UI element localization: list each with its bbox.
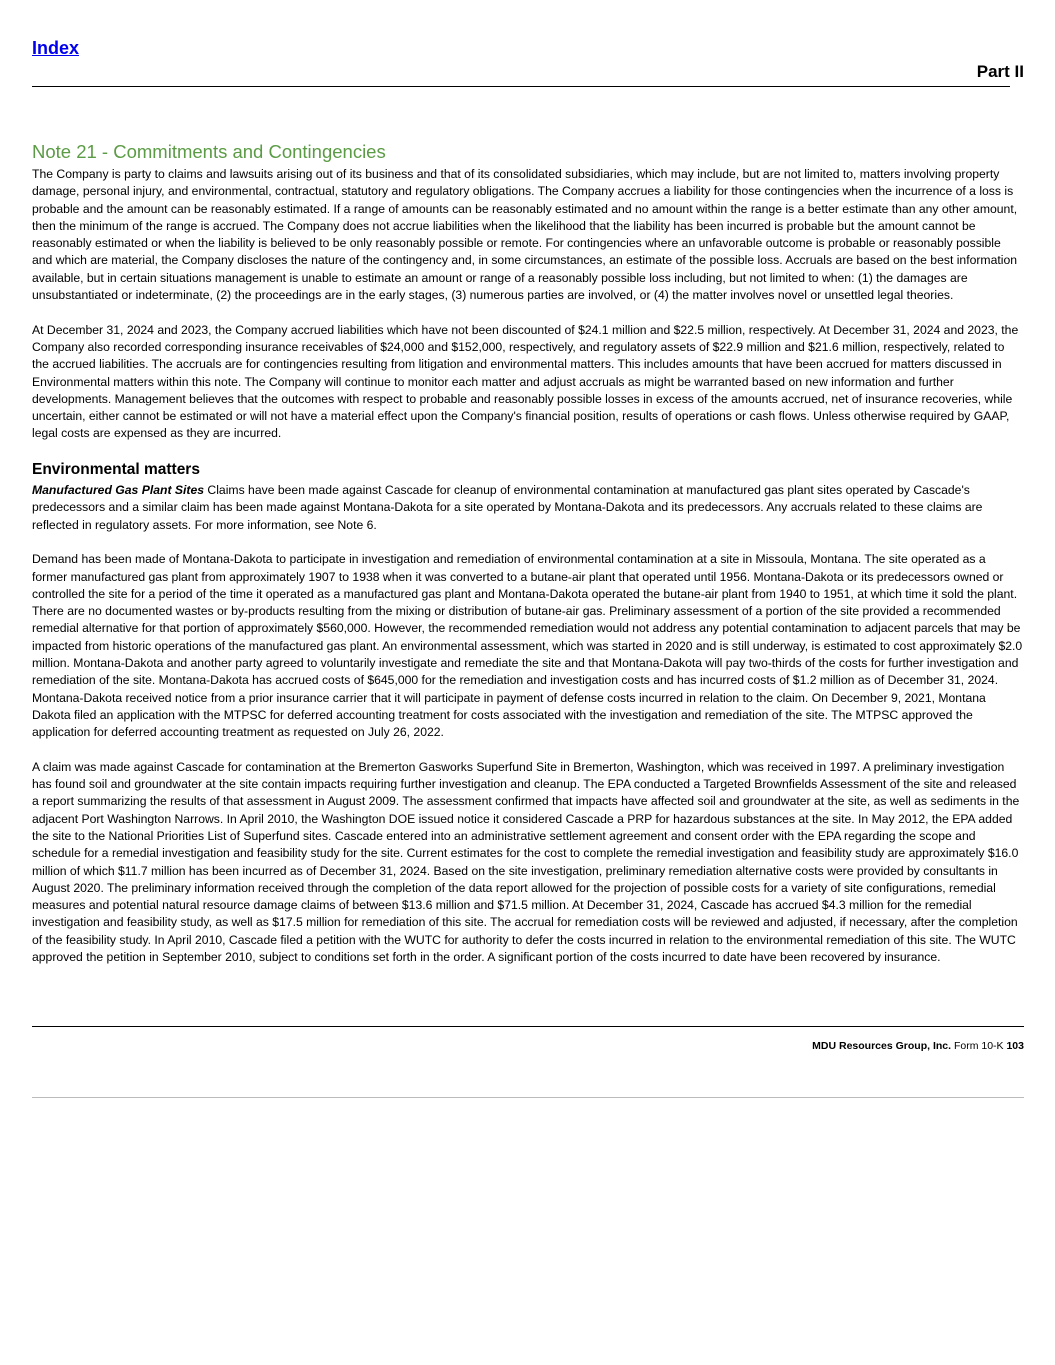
paragraph-manufactured-gas-plant-sites bbox=[32, 482, 1024, 534]
paragraph-missoula-site: Demand has been made of Montana-Dakota to participate in investigation and remediation of environmental contamination at a site in Missoula, Montana. The site operated as a former manufactured gas plant from approximately 1907 to 1938 when it was converted to a butane-air plant that operated until 1956. Montana-Dakota or its predecessors owned or controlled the site for a period of the time it operated as a manufactured gas plant and Montana-Dakota operated the butane-air plant from 1940 to 1951, at which time it sold the plant. There are no documented wastes or by-products resulting from the mixing or distribution of butane-air gas. Preliminary assessment of a portion of the site provided a recommended remedial alternative for that portion of approximately $560,000. However, the recommended remediation would not address any potential contamination to adjacent parcels that may be impacted from historic operations of the manufactured gas plant. An environmental assessment, which was started in 2020 and is still underway, is estimated to cost approximately $2.0 million. Montana-Dakota and another party agreed to voluntarily investigate and remediate the site and that Montana-Dakota will pay two-thirds of the costs for further investigation and remediation of the site. Montana-Dakota has accrued costs of $645,000 for the remediation and investigation costs and has incurred costs of $1.2 million as of December 31, 2024. Montana-Dakota received notice from a prior insurance carrier that it will participate in payment of defense costs incurred in relation to the claim. On December 9, 2021, Montana Dakota filed an application with the MTPSC for deferred accounting treatment for costs associated with the investigation and remediation of the site. The MTPSC approved the application for deferred accounting treatment as requested on July 26, 2022. bbox=[32, 552, 1023, 740]
footer-company: MDU Resources Group, Inc. bbox=[812, 1040, 952, 1052]
part-label: Part II bbox=[976, 62, 1024, 81]
note-body bbox=[32, 166, 1024, 984]
footer-form: Form 10-K bbox=[953, 1040, 1004, 1052]
environmental-matters-heading: Environmental matters bbox=[32, 461, 200, 479]
header-divider bbox=[32, 86, 1010, 87]
footer-page-number: 103 bbox=[1006, 1040, 1024, 1052]
mgp-text: Claims have been made against Cascade for cleanup of environmental contamination at manufactured gas plant sites operated by Cascade's predecessors and a similar claim has been made against Montana-Dakota for a site operated by Montana-Dakota and its predecessors. Any accruals related to these claims are reflected in regulatory assets. For more information, see Note 6. bbox=[32, 483, 983, 532]
paragraph-accrued-liabilities: At December 31, 2024 and 2023, the Company accrued liabilities which have not been discounted of $24.1 million and $22.5 million, respectively. At December 31, 2024 and 2023, the Company also recorded corresponding insurance receivables of $24,000 and $152,000, respectively, and regulatory assets of $22.9 million and $21.6 million, respectively, related to the accrued liabilities. The accruals are for contingencies resulting from litigation and environmental matters. This includes amounts that have been accrued for matters discussed in Environmental matters within this note. The Company will continue to monitor each matter and adjust accruals as might be warranted based on new information and further developments. Management believes that the outcomes with respect to probable and reasonably possible losses in excess of the amounts accrued, net of insurance recoveries, while uncertain, either cannot be estimated or will not have a material effect upon the Company's financial position, results of operations or cash flows. Unless otherwise required by GAAP, legal costs are expensed as they are incurred. bbox=[32, 322, 1019, 441]
paragraph-contingency-policy: The Company is party to claims and lawsuits arising out of its business and that of its consolidated subsidiaries, which may include, but are not limited to, matters involving property damage, personal injury, and environmental, contractual, statutory and regulatory obligations. The Company accrues a liability for those contingencies when the incurrence of a loss is probable and the amount can be reasonably estimated. If a range of amounts can be reasonably estimated and no amount within the range is a better estimate than any other amount, then the minimum of the range is accrued. The Company does not accrue liabilities when the likelihood that the liability has been incurred is probable but the amount cannot be reasonably estimated or when the liability is believed to be only reasonably possible or remote. For contingencies where an unfavorable outcome is probable or reasonably possible and which are material, the Company discloses the nature of the contingency and, in some circumstances, an estimate of the possible loss. Accruals are based on the best information available, but in certain situations management is unable to estimate an amount or range of a reasonably possible loss including, but not limited to when: (1) the damages are unsubstantiated or indeterminate, (2) the proceedings are in the early stages, (3) numerous parties are involved, or (4) the matter involves novel or unsettled legal theories. bbox=[32, 167, 1018, 303]
paragraph-bremerton-site: A claim was made against Cascade for contamination at the Bremerton Gasworks Superfund Site in Bremerton, Washington, which was received in 1997. A preliminary investigation has found soil and groundwater at the site contain impacts requiring further investigation and cleanup. The EPA conducted a Targeted Brownfields Assessment of the site and released a report summarizing the results of that assessment in August 2009. The assessment confirmed that impacts have affected soil and groundwater at the site, as well as sediments in the adjacent Port Washington Narrows. In April 2010, the Washington DOE issued notice it considered Cascade a PRP for hazardous substances at the site. In May 2012, the EPA added the site to the National Priorities List of Superfund sites. Cascade entered into an administrative settlement agreement and consent order with the EPA regarding the scope and schedule for a remedial investigation and feasibility study for the site. Current estimates for the cost to complete the remedial investigation and feasibility study are approximately $16.0 million of which $11.7 million has been incurred as of December 31, 2024. Based on the site investigation, preliminary remediation alternative costs were provided by consultants in August 2020. The preliminary information received through the completion of the data report allowed for the projection of possible costs for a variety of site configurations, remedial measures and potential natural resource damage claims of between $13.6 million and $71.5 million. At December 31, 2024, Cascade has accrued $4.3 million for the remedial investigation and feasibility study, as well as $17.5 million for remediation of this site. The accrual for remediation costs will be reviewed and adjusted, if necessary, after the completion of the feasibility study. In April 2010, Cascade filed a petition with the WUTC for authority to defer the costs incurred in relation to the environmental remediation of this site. The WUTC approved the petition in September 2010, subject to conditions set forth in the order. A significant portion of the costs incurred to date have been recovered by insurance. bbox=[32, 759, 1020, 965]
page-bottom-divider bbox=[32, 1097, 1024, 1098]
page-footer bbox=[812, 1040, 1024, 1052]
footer-divider bbox=[32, 1026, 1024, 1027]
mgp-lead-in: Manufactured Gas Plant Sites bbox=[32, 483, 205, 498]
index-link[interactable]: Index bbox=[32, 38, 80, 58]
note-title: Note 21 - Commitments and Contingencies bbox=[32, 141, 386, 162]
